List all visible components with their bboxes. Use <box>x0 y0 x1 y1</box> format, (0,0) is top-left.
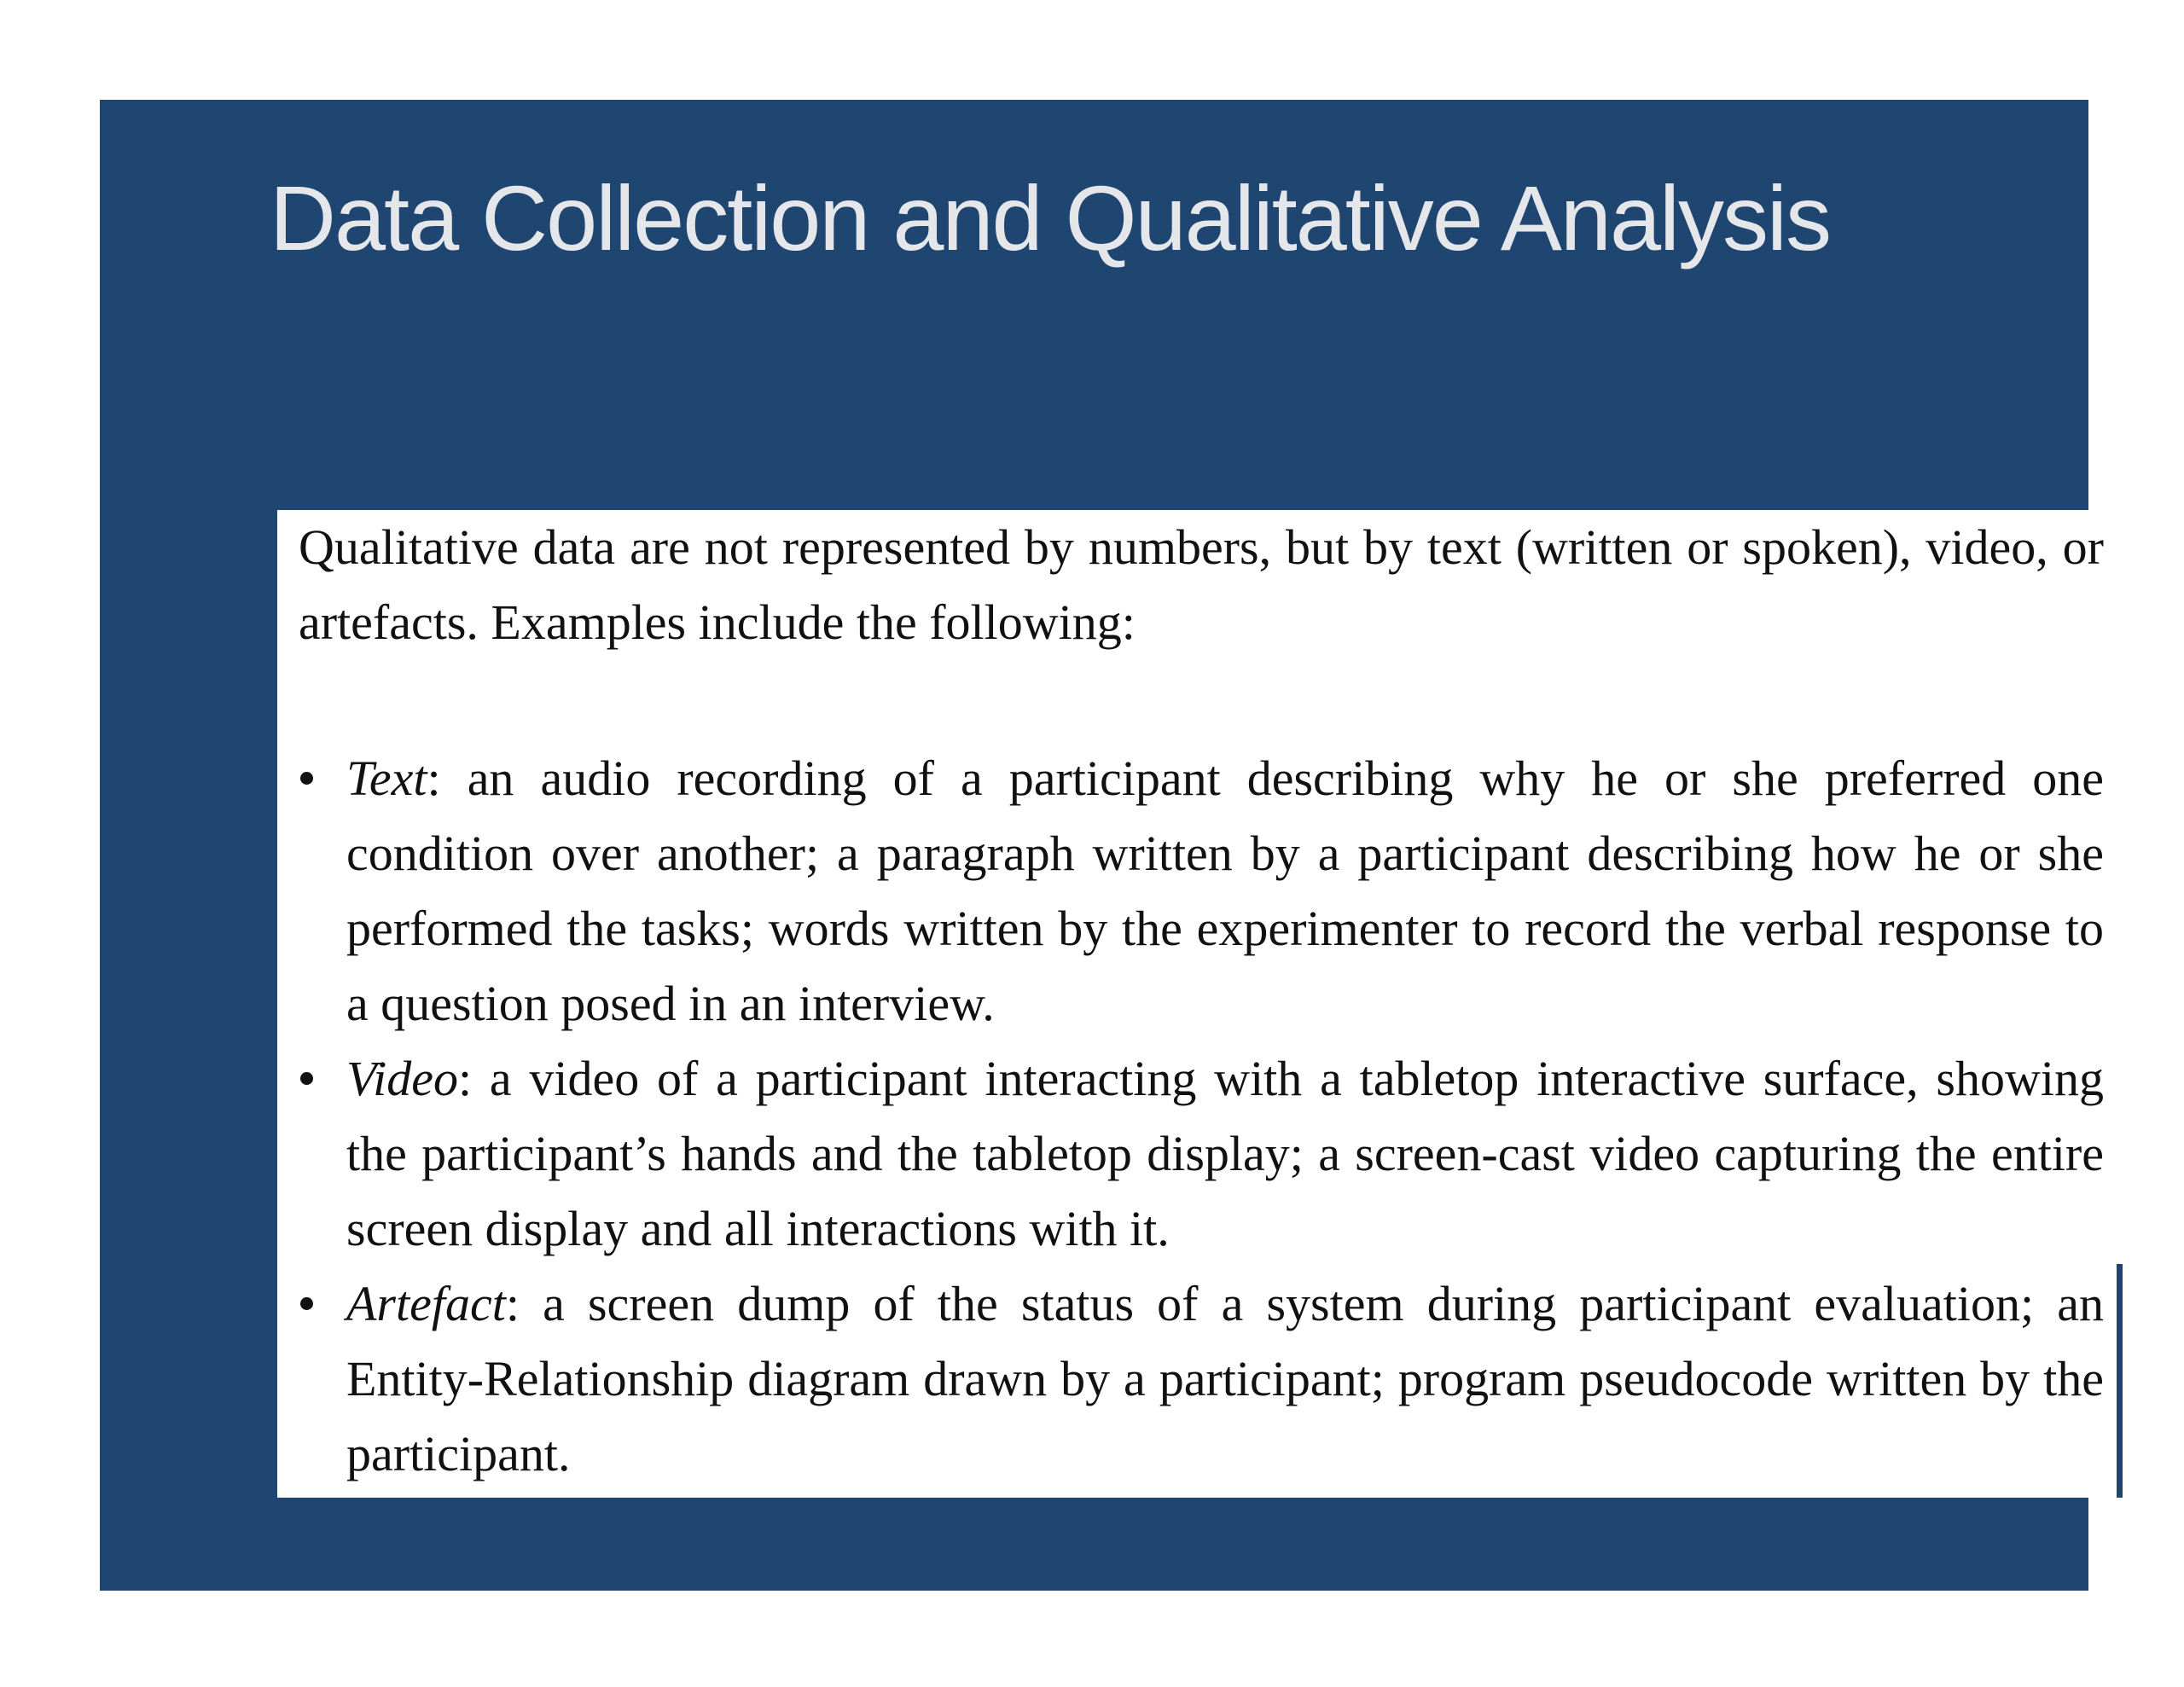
list-item-text <box>299 741 2104 1041</box>
panel-edge-notch <box>2117 1264 2123 1498</box>
slide <box>100 100 2104 1591</box>
bullet-dot-icon <box>300 1072 313 1085</box>
text-panel <box>277 510 2123 1498</box>
bullet-term: Artefact <box>346 1276 506 1331</box>
bullet-term: Text <box>346 751 427 806</box>
examples-list <box>299 741 2104 1492</box>
bullet-description: : an audio recording of a participant describing why he or she preferred one condition over another; a paragraph written by a participant describing how he or she performed the tasks; words written by the experimenter to record the verbal response to a question posed in an interview. <box>346 751 2104 1031</box>
bullet-description: : a screen dump of the status of a system during participant evaluation; an Entity-Relationship diagram drawn by a participant; program pseudocode written by the participant. <box>346 1276 2104 1481</box>
list-item-artefact <box>299 1267 2104 1492</box>
bullet-dot-icon <box>300 772 313 785</box>
bullet-term: Video <box>346 1051 458 1106</box>
panel-content <box>299 510 2104 1492</box>
bullet-description: : a video of a participant interacting with a tabletop interactive surface, showing the participant’s hands and the tabletop display; a screen-cast video capturing the entire screen display and all interactions with it. <box>346 1051 2104 1256</box>
slide-title: Data Collection and Qualitative Analysis <box>270 166 1831 270</box>
bullet-dot-icon <box>300 1297 313 1310</box>
list-item-video <box>299 1041 2104 1267</box>
intro-paragraph: Qualitative data are not represented by numbers, but by text (written or spoken), video, or artefacts. Examples include the following: <box>299 519 2104 650</box>
